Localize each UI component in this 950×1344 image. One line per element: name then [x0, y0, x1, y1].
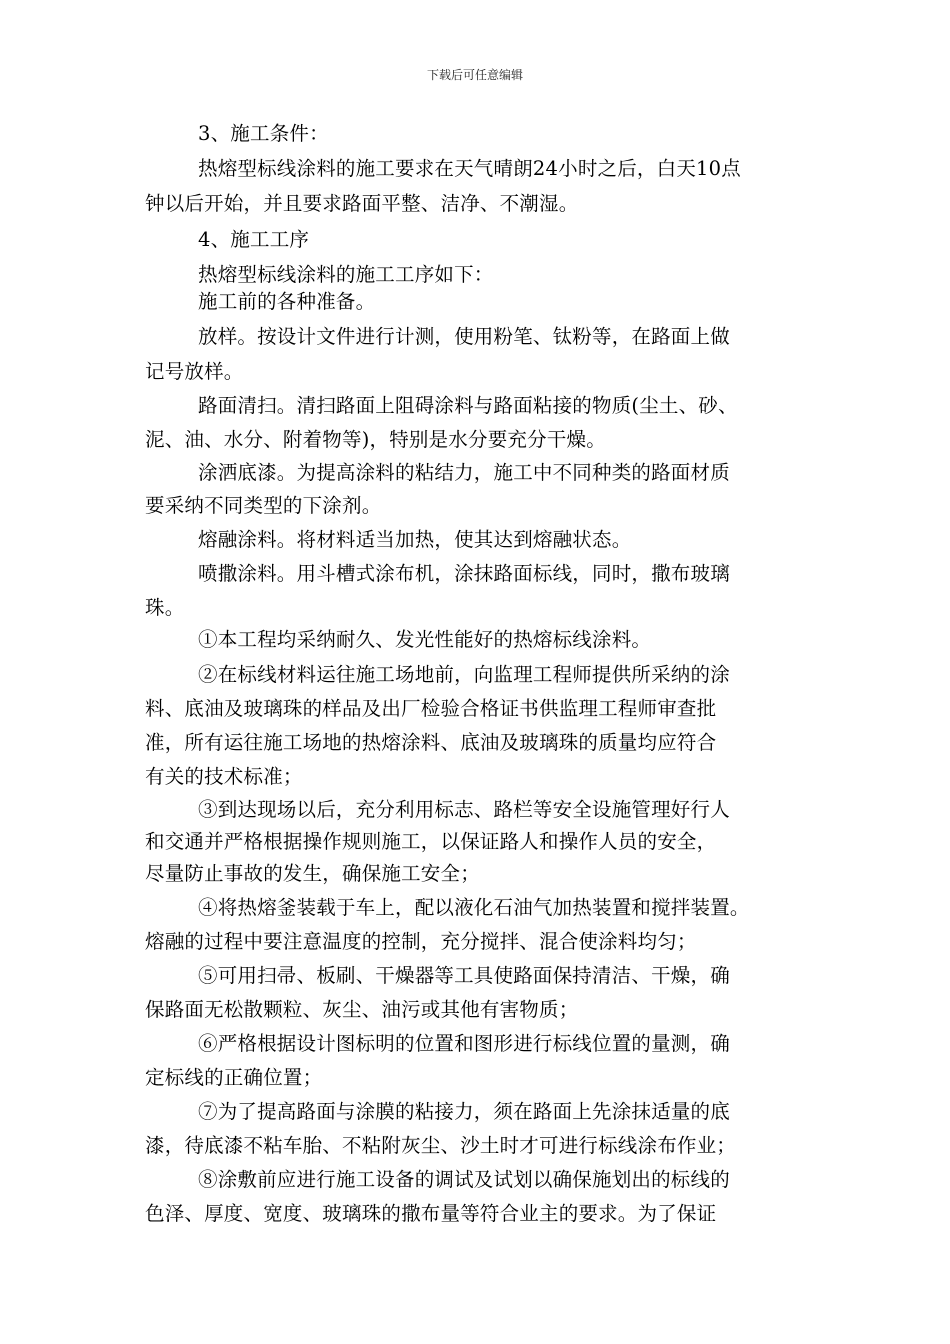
text-line: ⑤可用扫帚、板刷、干燥器等工具使路面保持清洁、干燥，确 [198, 964, 730, 987]
text-line: ⑧涂敷前应进行施工设备的调试及试划以确保施划出的标线的 [198, 1168, 730, 1191]
text-line: 要采纳不同类型的下涂剂。 [145, 494, 382, 517]
text-line: 热熔型标线涂料的施工工序如下： [198, 263, 494, 286]
text-line: 喷撒涂料。用斗槽式涂布机，涂抹路面标线，同时，撒布玻璃 [198, 562, 730, 585]
text-line: 施工前的各种准备。 [198, 290, 376, 313]
text-line: 涂洒底漆。为提高涂料的粘结力，施工中不同种类的路面材质 [198, 461, 730, 484]
text-line: 热熔型标线涂料的施工要求在天气晴朗24小时之后，白天10点 [198, 157, 741, 180]
text-line: 料、底油及玻璃珠的样品及出厂检验合格证书供监理工程师审查批 [145, 697, 717, 720]
text-line: 4、施工工序 [198, 228, 310, 251]
text-line: ③到达现场以后，充分利用标志、路栏等安全设施管理好行人 [198, 798, 730, 821]
text-line: ⑥严格根据设计图标明的位置和图形进行标线位置的量测，确 [198, 1032, 730, 1055]
text-line: 3、施工条件： [198, 122, 329, 145]
text-line: 熔融的过程中要注意温度的控制，充分搅拌、混合使涂料均匀； [145, 930, 697, 953]
text-line: 钟以后开始，并且要求路面平整、洁净、不潮湿。 [145, 192, 579, 215]
text-line: 定标线的正确位置； [145, 1066, 323, 1089]
text-line: 和交通并严格根据操作规则施工，以保证路人和操作人员的安全， [145, 830, 717, 853]
text-line: 保路面无松散颗粒、灰尘、油污或其他有害物质； [145, 998, 579, 1021]
text-line: 漆，待底漆不粘车胎、不粘附灰尘、沙土时才可进行标线涂布作业； [145, 1134, 737, 1157]
text-line: ④将热熔釜装载于车上，配以液化石油气加热装置和搅拌装置。 [198, 896, 750, 919]
text-line: 色泽、厚度、宽度、玻璃珠的撒布量等符合业主的要求。为了保证 [145, 1202, 717, 1225]
text-line: 路面清扫。清扫路面上阻碍涂料与路面粘接的物质(尘土、砂、 [198, 394, 738, 417]
text-line: 泥、油、水分、附着物等)，特别是水分要充分干燥。 [145, 428, 606, 451]
text-line: 准，所有运往施工场地的热熔涂料、底油及玻璃珠的质量均应符合 [145, 731, 717, 754]
text-line: ②在标线材料运往施工场地前，向监理工程师提供所采纳的涂 [198, 663, 730, 686]
text-line: 放样。按设计文件进行计测，使用粉笔、钛粉等，在路面上做 [198, 325, 730, 348]
page-header: 下载后可任意编辑 [426, 68, 523, 82]
text-line: 尽量防止事故的发生，确保施工安全； [145, 862, 480, 885]
text-line: 有关的技术标准； [145, 765, 303, 788]
text-line: 记号放样。 [145, 360, 244, 383]
text-line: ①本工程均采纳耐久、发光性能好的热熔标线涂料。 [198, 628, 652, 651]
text-line: ⑦为了提高路面与涂膜的粘接力，须在路面上先涂抹适量的底 [198, 1100, 730, 1123]
text-line: 熔融涂料。将材料适当加热，使其达到熔融状态。 [198, 528, 632, 551]
text-line: 珠。 [145, 596, 185, 619]
